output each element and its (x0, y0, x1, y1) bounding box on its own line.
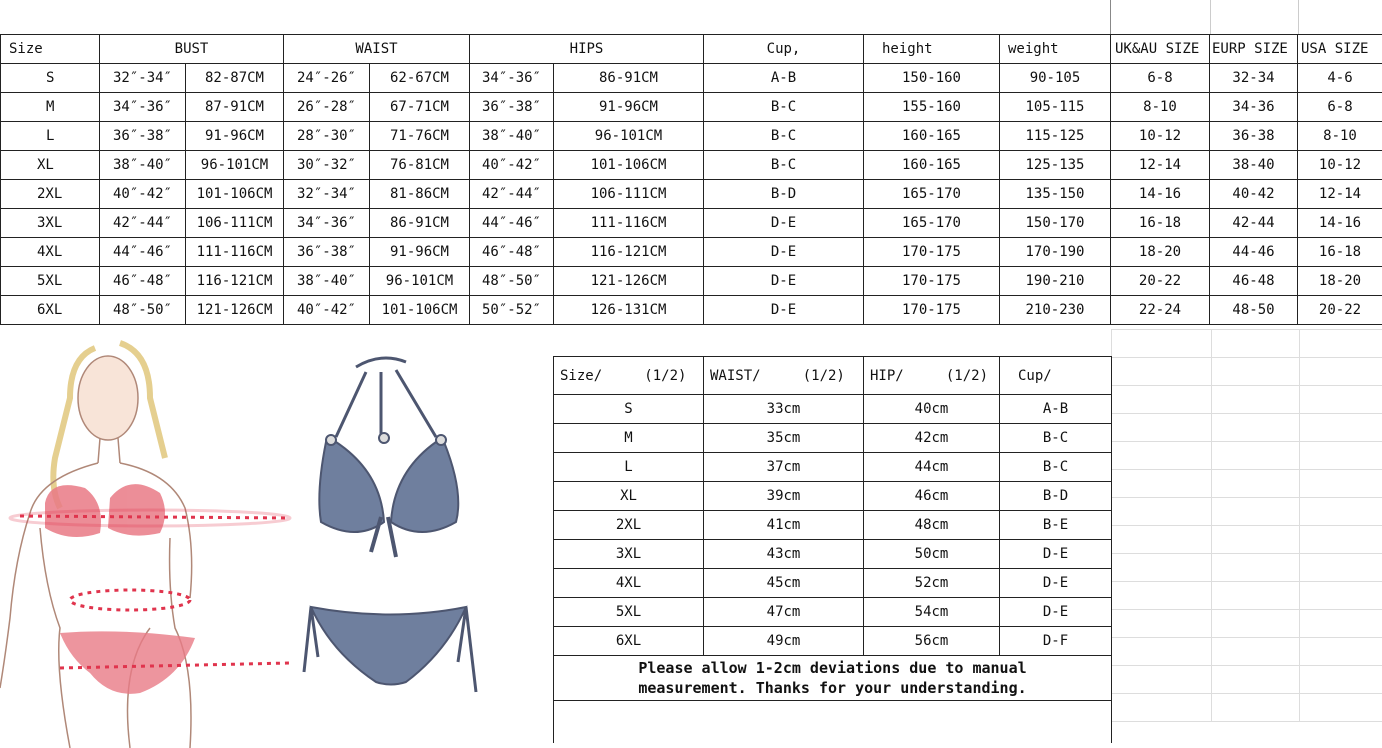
table-row (1, 267, 1382, 296)
table-row (554, 627, 1112, 656)
header-row (1, 35, 1382, 64)
deviation-note: Please allow 1-2cm deviations due to manual measurement. Thanks for your understanding. (554, 656, 1112, 701)
table-cell: L (1, 122, 100, 151)
table-cell: D-E (1000, 540, 1112, 569)
table-cell: B-D (1000, 482, 1112, 511)
table-cell: 32″-34″ (284, 180, 370, 209)
figure (0, 343, 192, 748)
table-row (1, 122, 1382, 151)
header-uk-au: UK&AU SIZE (1111, 35, 1210, 64)
table-row (1, 296, 1382, 325)
header-weight: weight (1000, 35, 1111, 64)
table-cell: 170-175 (864, 267, 1000, 296)
table-cell: XL (1, 151, 100, 180)
table-cell: 91-96CM (186, 122, 284, 151)
table-cell: D-E (704, 267, 864, 296)
table-row (554, 395, 1112, 424)
table-cell: 8-10 (1298, 122, 1382, 151)
table-cell: 111-116CM (186, 238, 284, 267)
table-cell: 4XL (1, 238, 100, 267)
table-cell: 96-101CM (554, 122, 704, 151)
table-cell: 46″-48″ (100, 267, 186, 296)
table-cell: 28″-30″ (284, 122, 370, 151)
table-row (1, 180, 1382, 209)
table-cell: 38-40 (1210, 151, 1298, 180)
header-eu: EURP SIZE (1210, 35, 1298, 64)
table-cell: 33cm (704, 395, 864, 424)
table-cell: 4XL (554, 569, 704, 598)
table-cell: 116-121CM (186, 267, 284, 296)
table-cell: B-E (1000, 511, 1112, 540)
table-cell: 38″-40″ (100, 151, 186, 180)
table-cell: 20-22 (1298, 296, 1382, 325)
table-cell: 32-34 (1210, 64, 1298, 93)
body-measurement-illustration (0, 328, 300, 748)
table-cell: 48″-50″ (470, 267, 554, 296)
table-cell: 5XL (554, 598, 704, 627)
table-cell: 34″-36″ (470, 64, 554, 93)
table-cell: 48cm (864, 511, 1000, 540)
note-row (554, 656, 1112, 701)
table-cell: 36″-38″ (100, 122, 186, 151)
table-cell: 38″-40″ (470, 122, 554, 151)
table-cell: 32″-34″ (100, 64, 186, 93)
table-cell: 150-160 (864, 64, 1000, 93)
table-cell: 24″-26″ (284, 64, 370, 93)
table-cell: 111-116CM (554, 209, 704, 238)
table-cell: 2XL (1, 180, 100, 209)
table-cell: 106-111CM (186, 209, 284, 238)
table-cell: M (554, 424, 704, 453)
table-cell: 14-16 (1298, 209, 1382, 238)
table-cell: 91-96CM (554, 93, 704, 122)
table-cell: 37cm (704, 453, 864, 482)
table-cell: B-C (704, 93, 864, 122)
table-cell: 165-170 (864, 180, 1000, 209)
table-cell: 18-20 (1111, 238, 1210, 267)
table-cell: L (554, 453, 704, 482)
table-cell: B-C (1000, 453, 1112, 482)
header-size: Size (1, 35, 100, 64)
table-cell: 18-20 (1298, 267, 1382, 296)
table-cell: 47cm (704, 598, 864, 627)
table-cell: 2XL (554, 511, 704, 540)
header-usa: USA SIZE (1298, 35, 1382, 64)
table-cell: 40″-42″ (284, 296, 370, 325)
table-cell: 22-24 (1111, 296, 1210, 325)
table-cell: 6XL (554, 627, 704, 656)
table-cell: 81-86CM (370, 180, 470, 209)
half-header-hip: HIP/ (1/2) (864, 357, 1000, 395)
table-cell: 42″-44″ (470, 180, 554, 209)
table-cell: B-C (704, 151, 864, 180)
table-cell: 101-106CM (370, 296, 470, 325)
table-cell: D-E (704, 238, 864, 267)
table-cell: 34-36 (1210, 93, 1298, 122)
table-cell: 46″-48″ (470, 238, 554, 267)
table-cell: 45cm (704, 569, 864, 598)
table-cell: 12-14 (1298, 180, 1382, 209)
half-header-waist: WAIST/ (1/2) (704, 357, 864, 395)
table-cell: 44cm (864, 453, 1000, 482)
tie-bottom (304, 607, 476, 692)
table-cell: 190-210 (1000, 267, 1111, 296)
table-cell: 121-126CM (554, 267, 704, 296)
table-cell: D-E (704, 209, 864, 238)
table-cell: 41cm (704, 511, 864, 540)
size-chart-table (0, 34, 1382, 325)
table-cell: 44-46 (1210, 238, 1298, 267)
header-cup: Cup, (704, 35, 864, 64)
table-cell: 67-71CM (370, 93, 470, 122)
table-cell: D-F (1000, 627, 1112, 656)
table-cell: 8-10 (1111, 93, 1210, 122)
table-cell: A-B (704, 64, 864, 93)
header-bust: BUST (100, 35, 284, 64)
table-cell: B-D (704, 180, 864, 209)
table-row (1, 64, 1382, 93)
half-header-row (554, 357, 1112, 395)
table-cell: D-E (1000, 569, 1112, 598)
grid-line (1298, 0, 1299, 34)
table-cell: 54cm (864, 598, 1000, 627)
table-cell: B-C (704, 122, 864, 151)
table-cell: D-E (1000, 598, 1112, 627)
table-cell: 34″-36″ (284, 209, 370, 238)
table-cell: 76-81CM (370, 151, 470, 180)
grid-line (1110, 0, 1111, 34)
table-cell: 3XL (554, 540, 704, 569)
table-cell: 90-105 (1000, 64, 1111, 93)
table-cell: 12-14 (1111, 151, 1210, 180)
bikini-bottom (60, 631, 195, 694)
table-row (1, 93, 1382, 122)
table-cell: 16-18 (1298, 238, 1382, 267)
table-cell: 10-12 (1111, 122, 1210, 151)
table-cell: 125-135 (1000, 151, 1111, 180)
table-cell: 6-8 (1298, 93, 1382, 122)
table-cell: 16-18 (1111, 209, 1210, 238)
table-cell: 35cm (704, 424, 864, 453)
half-table-body (554, 395, 1112, 656)
table-row (554, 511, 1112, 540)
table-cell: 30″-32″ (284, 151, 370, 180)
header-hips: HIPS (470, 35, 704, 64)
table-row (554, 540, 1112, 569)
table-cell: 160-165 (864, 151, 1000, 180)
header-height: height (864, 35, 1000, 64)
table-cell: 56cm (864, 627, 1000, 656)
table-cell: 43cm (704, 540, 864, 569)
table-cell: 50cm (864, 540, 1000, 569)
table-cell: 36-38 (1210, 122, 1298, 151)
table-cell: 50″-52″ (470, 296, 554, 325)
table-cell: 42cm (864, 424, 1000, 453)
table-cell: 115-125 (1000, 122, 1111, 151)
table-cell: 46-48 (1210, 267, 1298, 296)
table-cell: 40cm (864, 395, 1000, 424)
table-row (1, 209, 1382, 238)
table-row (1, 238, 1382, 267)
table-cell: 210-230 (1000, 296, 1111, 325)
table-cell: 170-175 (864, 238, 1000, 267)
table-cell: 105-115 (1000, 93, 1111, 122)
grid-line (1210, 0, 1211, 34)
table-cell: 36″-38″ (470, 93, 554, 122)
table-cell: 87-91CM (186, 93, 284, 122)
halter-top (319, 358, 458, 557)
table-cell: 62-67CM (370, 64, 470, 93)
table-cell: 52cm (864, 569, 1000, 598)
table-cell: 20-22 (1111, 267, 1210, 296)
table-cell: A-B (1000, 395, 1112, 424)
background-grid (1111, 329, 1382, 722)
table-cell: 39cm (704, 482, 864, 511)
table-cell: 82-87CM (186, 64, 284, 93)
table-cell: 38″-40″ (284, 267, 370, 296)
table-cell: B-C (1000, 424, 1112, 453)
table-row (554, 424, 1112, 453)
table-cell: 40″-42″ (100, 180, 186, 209)
table-cell: 71-76CM (370, 122, 470, 151)
table-cell: 135-150 (1000, 180, 1111, 209)
table-cell: 5XL (1, 267, 100, 296)
table-cell: 46cm (864, 482, 1000, 511)
table-cell: 116-121CM (554, 238, 704, 267)
table-cell: XL (554, 482, 704, 511)
table-cell: 170-175 (864, 296, 1000, 325)
blank-row (554, 701, 1112, 744)
table-cell: 86-91CM (554, 64, 704, 93)
half-header-size: Size/ (1/2) (554, 357, 704, 395)
table-row (554, 569, 1112, 598)
table-cell: 44″-46″ (470, 209, 554, 238)
size-chart-body (1, 64, 1382, 325)
table-cell: 40″-42″ (470, 151, 554, 180)
table-cell: D-E (704, 296, 864, 325)
table-cell: 160-165 (864, 122, 1000, 151)
table-cell: 165-170 (864, 209, 1000, 238)
table-row (554, 482, 1112, 511)
table-cell: 101-106CM (186, 180, 284, 209)
table-cell: 170-190 (1000, 238, 1111, 267)
table-cell: 40-42 (1210, 180, 1298, 209)
table-cell: 3XL (1, 209, 100, 238)
table-cell: 6-8 (1111, 64, 1210, 93)
table-cell: M (1, 93, 100, 122)
table-cell: 101-106CM (554, 151, 704, 180)
table-cell: S (1, 64, 100, 93)
table-cell: 155-160 (864, 93, 1000, 122)
table-cell: 36″-38″ (284, 238, 370, 267)
half-measurement-table (553, 356, 1112, 743)
table-cell: 106-111CM (554, 180, 704, 209)
table-cell: 6XL (1, 296, 100, 325)
table-cell: 48″-50″ (100, 296, 186, 325)
bikini-product-image (296, 352, 486, 712)
table-cell: 91-96CM (370, 238, 470, 267)
table-cell: 42″-44″ (100, 209, 186, 238)
table-row (554, 598, 1112, 627)
table-cell: 96-101CM (186, 151, 284, 180)
table-cell: 10-12 (1298, 151, 1382, 180)
table-cell: 126-131CM (554, 296, 704, 325)
table-cell: 4-6 (1298, 64, 1382, 93)
table-cell: 96-101CM (370, 267, 470, 296)
table-cell: 14-16 (1111, 180, 1210, 209)
table-cell: 48-50 (1210, 296, 1298, 325)
table-row (1, 151, 1382, 180)
half-header-cup: Cup/ (1000, 357, 1112, 395)
table-cell: 49cm (704, 627, 864, 656)
table-cell: 150-170 (1000, 209, 1111, 238)
table-cell: 121-126CM (186, 296, 284, 325)
table-cell: 42-44 (1210, 209, 1298, 238)
table-cell: 86-91CM (370, 209, 470, 238)
table-cell: 44″-46″ (100, 238, 186, 267)
table-cell: S (554, 395, 704, 424)
table-cell: 26″-28″ (284, 93, 370, 122)
header-waist: WAIST (284, 35, 470, 64)
table-row (554, 453, 1112, 482)
table-cell: 34″-36″ (100, 93, 186, 122)
